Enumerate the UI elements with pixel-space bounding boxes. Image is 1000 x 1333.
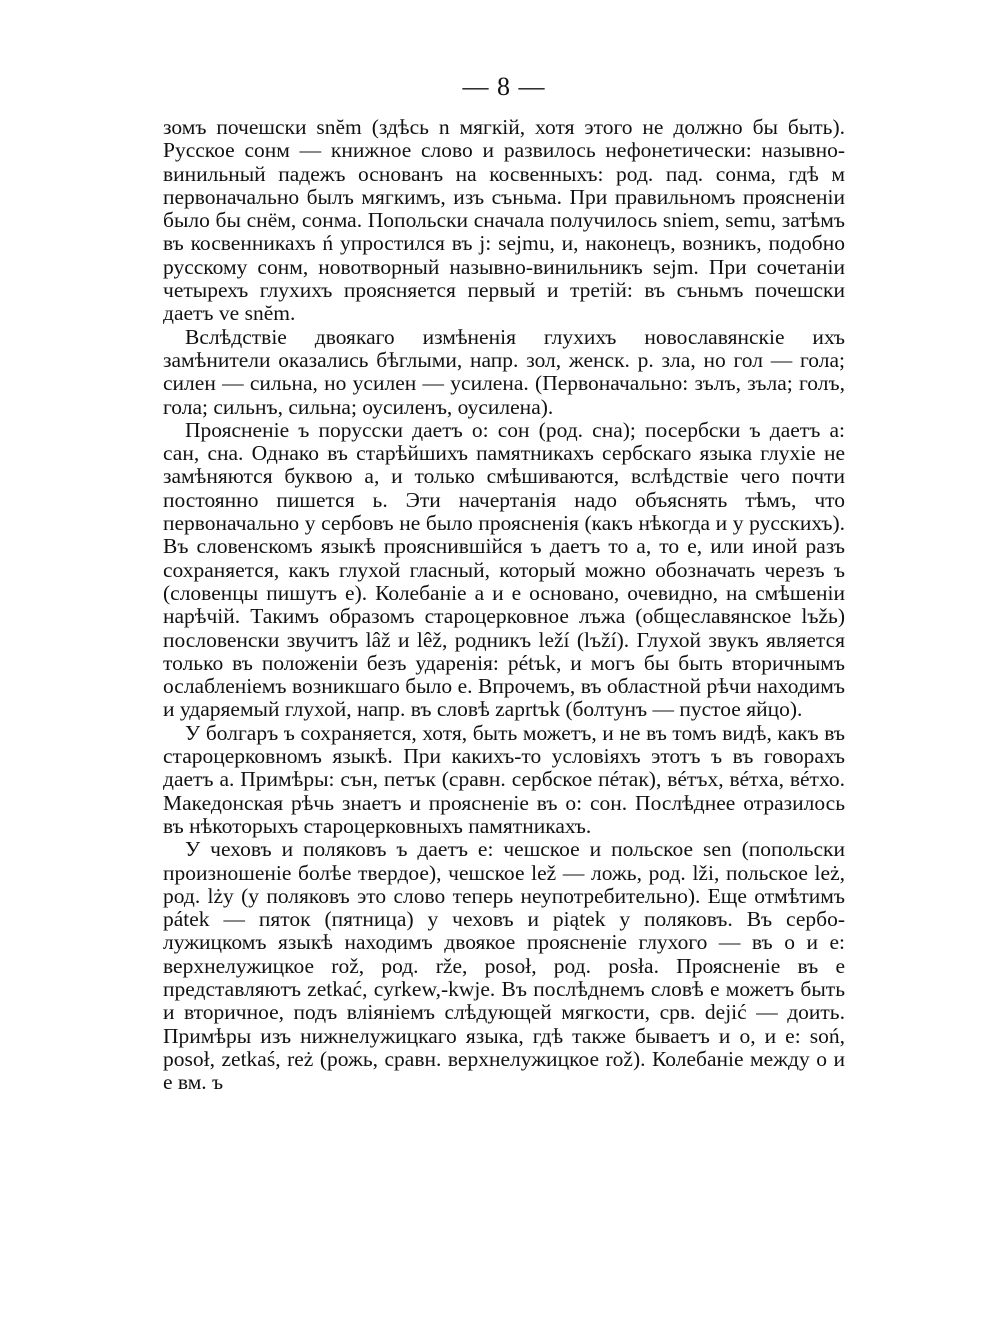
paragraph: зомъ почешски snĕm (здѣсь n мягкій, хотя этого не должно бы быть). Русское сонм — книжное слово и развилось нефонетически: назывно-винильный падежъ основанъ на косвенныхъ: род. пад. сонма, гдѣ м первоначально былъ мягкимъ, изъ съньма. При правильномъ проясненіи было бы снём, сонма. Попольски сначала получилось sniem, semu, затѣмъ въ косвенникахъ ń упростился въ j: sejmu, и, наконецъ, возникъ, подобно русскому сонм, новотворный назывно-винильникъ sejm. При сочетаніи четырехъ глухихъ проясняется первый и третій: въ съньмъ почешски даетъ ve snĕm.	[163, 115, 845, 326]
paragraph: Вслѣдствіе двоякаго измѣненія глухихъ новославянскіе ихъ замѣнители оказались бѣглыми, напр. зол, женск. р. зла, но гол — гола; силен — сильна, но усилен — усилена. (Первоначально: зълъ, зъла; голъ, гола; сильнъ, сильна; оусиленъ, оусилена).	[163, 324, 845, 419]
paragraph: У болгаръ ъ сохраняется, хотя, быть можетъ, и не въ томъ видѣ, какъ въ староцерковномъ языкѣ. При какихъ-то условіяхъ этотъ ъ въ говорахъ даетъ а. Примѣры: сън, петък (сравн. сербское пéтак), вéтъх, вéтха, вéтхо. Македонская рѣчь знаетъ и проясненіе въ о: сон. Послѣднее отразилось въ нѣкоторыхъ староцерковныхъ памятникахъ.	[163, 720, 845, 838]
body-text	[163, 116, 845, 1094]
paragraph: У чеховъ и поляковъ ъ даетъ е: чешское и польское sen (попольски произношеніе болѣе твердое), чешское lež — ложь, род. lži, польское leż, род. lży (у поляковъ это слово теперь неупотребительно). Еще отмѣтимъ pátek — пяток (пятница) у чеховъ и piątek у поляковъ. Въ сербо-лужицкомъ языкѣ находимъ двоякое проясненіе глухого — въ о и е: верхнелужицкое rož, род. rže, posoł, род. posła. Проясненіе въ е представляютъ zetkać, cyrkew,-kwje. Въ послѣднемъ словѣ е можетъ быть и вторичное, подъ вліяніемъ слѣдующей мягкости, срв. dejić — доить. Примѣры изъ нижнелужицкаго языка, гдѣ также бываетъ и о, и е: soń, posoł, zetkaś, reż (рожь, сравн. верхнелужицкое rož). Колебаніе между о и е вм. ъ	[163, 837, 845, 1095]
page-number: — 8 —	[462, 72, 546, 101]
paragraph: Проясненіе ъ порусски даетъ о: сон (род. сна); посербски ъ даетъ а: сан, сна. Однако въ старѣйшихъ памятникахъ сербскаго языка глухіе не замѣняются буквою а, и только смѣшиваются, вслѣдствіе чего почти постоянно пишется ь. Эти начертанія надо объяснять тѣмъ, что первоначально у сербовъ не было проясненія (какъ нѣкогда и у русскихъ). Въ словенскомъ языкѣ прояснившійся ъ даетъ то а, то е, или иной разъ сохраняется, какъ глухой гласный, который можно обозначать черезъ ъ (словенцы пишутъ е). Колебаніе а и е основано, очевидно, на смѣшеніи нарѣчій. Такимъ образомъ староцерковное лъжа (общеславянское lъžь) пословенски звучитъ lâž и lêž, родникъ leží (lъží). Глухой звукъ является только въ положеніи безъ ударенія: pétъk, и могъ бы быть вторичнымъ ослабленіемъ возникшаго было е. Впрочемъ, въ областной рѣчи находимъ и ударяемый глухой, напр. въ словѣ zaprtъk (болтунъ — пустое яйцо).	[163, 417, 845, 722]
document-page	[163, 72, 845, 1094]
